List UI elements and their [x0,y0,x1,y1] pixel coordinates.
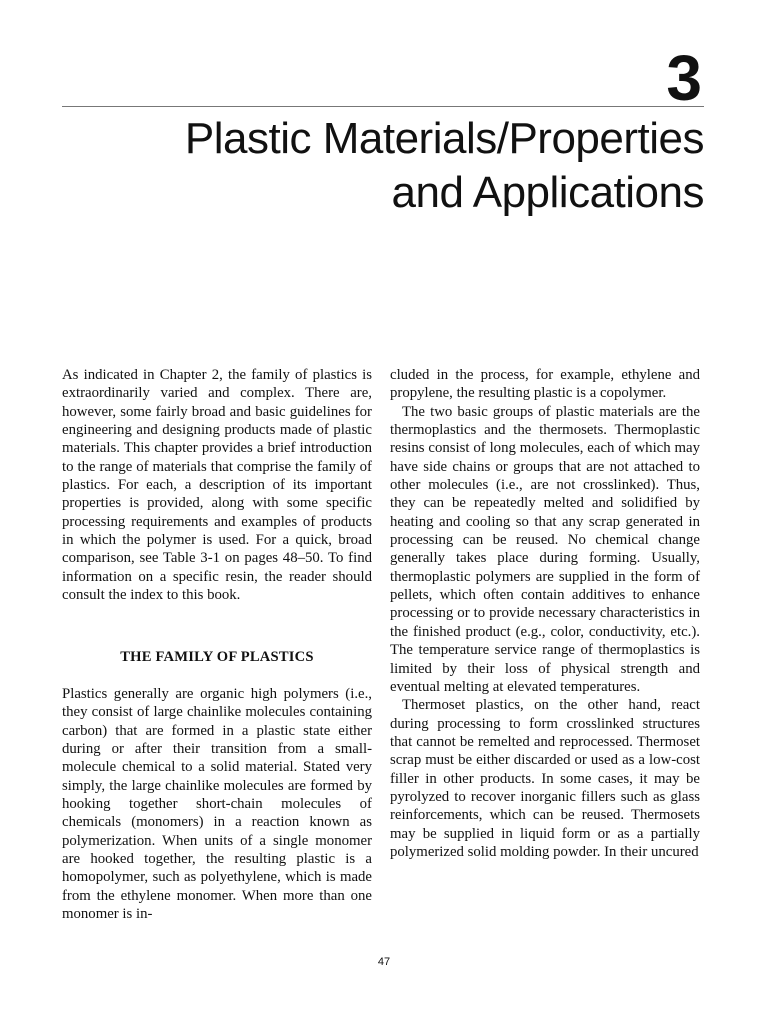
chapter-title [185,112,704,220]
thermosets-paragraph: Thermoset plastics, on the other hand, react during processing to form crosslinked structures that cannot be remelted and reprocessed. Thermoset scrap must be either discarded or used as a low-cost filler in other products. In some cases, it may be pyrolyzed to recover inorganic fillers such as glass reinforcements, which can be reused. Thermosets may be supplied in liquid form or as a partially polymerized solid molding powder. In their uncured [390,697,700,860]
chapter-title-line-2: and Applications [391,168,704,217]
chapter-title-line-1: Plastic Materials/Properties [184,114,704,163]
page-number: 47 [377,956,391,968]
chapter-number: 3 [666,42,702,114]
header-rule [62,106,704,107]
right-column [390,366,700,861]
section-heading: THE FAMILY OF PLASTICS [120,649,314,666]
continuation-paragraph: cluded in the process, for example, ethylene and propylene, the resulting plastic is a copolymer. [390,367,700,402]
intro-paragraph: As indicated in Chapter 2, the family of plastics is extraordinarily varied and complex. There are, however, some fairly broad and basic guidelines for engineering and designing products made of plastic materials. This chapter provides a brief introduction to the range of materials that comprise the family of plastics. For each, a description of its important properties is provided, along with some specific processing requirements and examples of products in which the polymer is used. For a quick, broad comparison, see Table 3-1 on pages 48–50. To find information on a specific resin, the reader should consult the index to this book. [62,367,372,604]
left-column [62,366,372,923]
thermoplastics-paragraph: The two basic groups of plastic materials are the thermoplastics and the thermosets. Thermoplastic resins consist of long molecules, each of which may have side chains or groups that are not attached to other molecules (i.e., are not crosslinked). Thus, they can be repeatedly melted and solidified by heating and cooling so that any scrap generated in processing can be reused. No chemical change generally takes place during forming. Usually, thermoplastic polymers are supplied in the form of pellets, which often contain additives to enhance processing or to provide necessary characteristics in the finished product (e.g., color, conductivity, etc.). The temperature service range of thermoplastics is limited by their loss of physical strength and eventual melting at elevated temperatures. [390,403,700,695]
family-of-plastics-paragraph: Plastics generally are organic high polymers (i.e., they consist of large chainlike molecules containing carbon) that are formed in a plastic state either during or after their transition from a small-molecule chemical to a solid material. Stated very simply, the large chainlike molecules are formed by hooking together short-chain molecules of chemicals (monomers) in a reaction known as polymerization. When units of a single monomer are hooked together, the resulting plastic is a homopolymer, such as polyethylene, which is made from the ethylene monomer. When more than one monomer is in- [62,685,372,922]
